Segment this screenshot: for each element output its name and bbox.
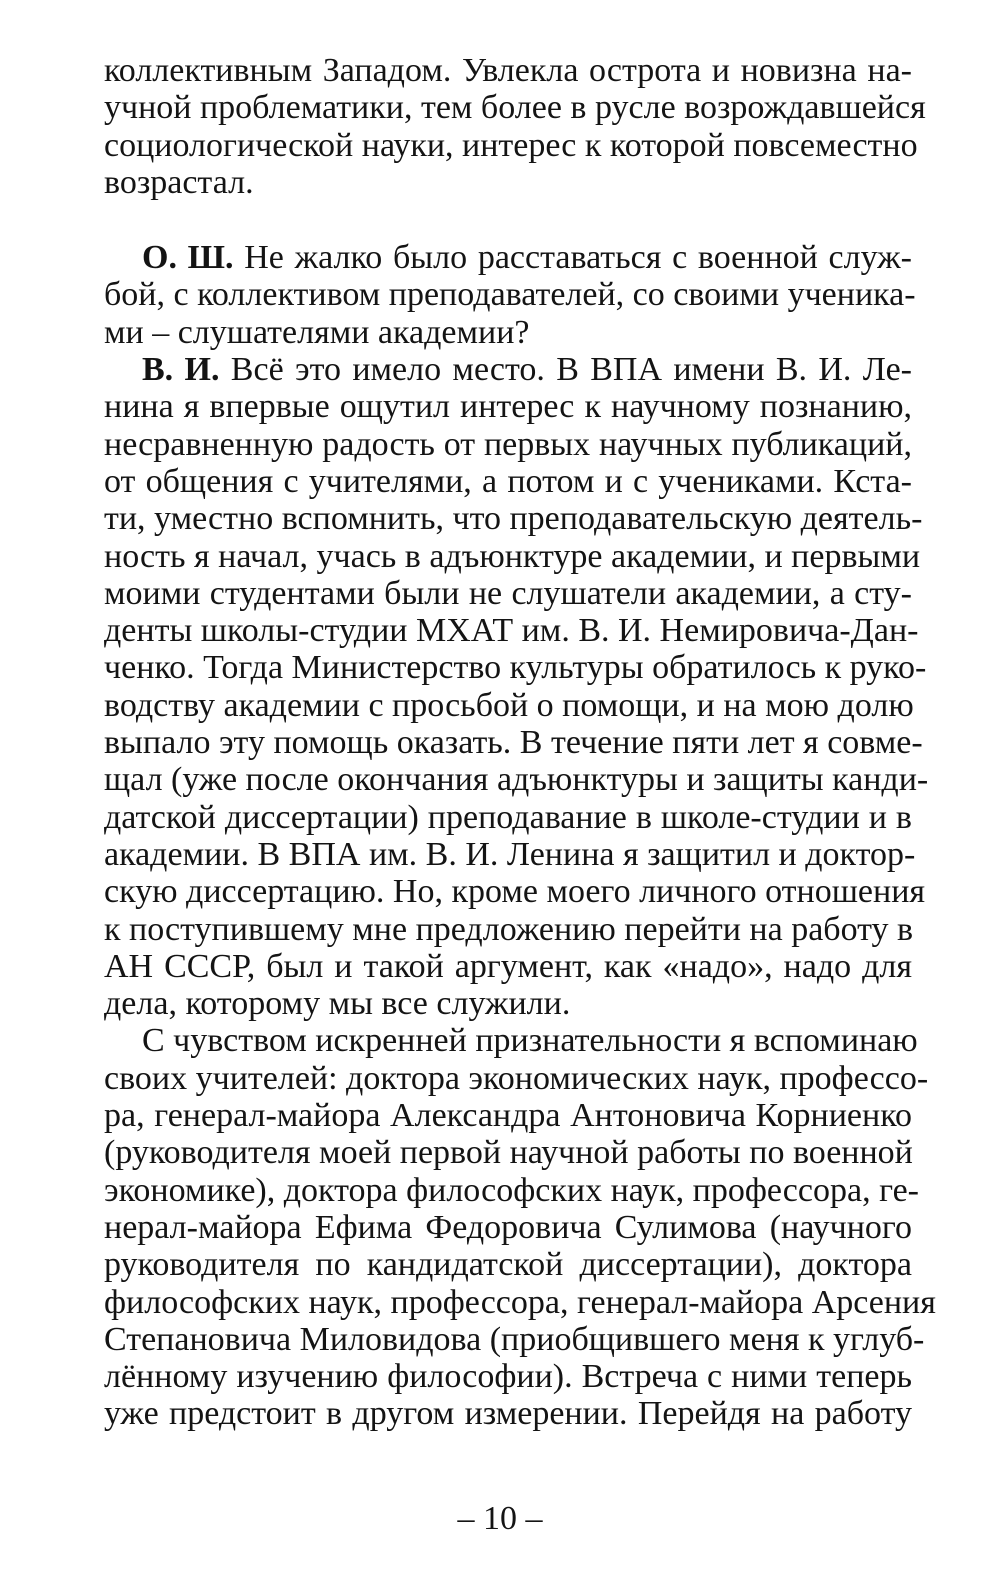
- text-line: лённому изучению философии). Встреча с ними теперь: [104, 1358, 912, 1396]
- text-line: (руководителя моей первой научной работы по военной: [104, 1134, 913, 1172]
- text-line: ра, генерал-майора Александра Антоновича Корниенко: [104, 1097, 912, 1135]
- text-line: нина я впервые ощутил интерес к научному познанию,: [104, 388, 912, 426]
- text-line: возрастал.: [104, 163, 254, 201]
- text-line: философских наук, профессора, генерал-майора Арсения: [104, 1283, 936, 1321]
- text-line: ченко. Тогда Министерство культуры обратилось к руко-: [104, 649, 927, 687]
- text-line: дела, которому мы все служили.: [104, 985, 571, 1023]
- text-line: моими студентами были не слушатели академии, а сту-: [104, 574, 912, 612]
- speaker-label-os: О. Ш.: [142, 239, 234, 277]
- text-line: денты школы-студии МХАТ им. В. И. Немировича-Дан-: [104, 612, 919, 650]
- text-line: несравненную радость от первых научных публикаций,: [104, 425, 912, 463]
- text-line: учной проблематики, тем более в русле возрождавшейся: [104, 89, 926, 127]
- text-line: социологической науки, интерес к которой повсеместно: [104, 126, 918, 164]
- page-text: [104, 52, 936, 1433]
- text-line: экономике), доктора философских наук, профессора, ге-: [104, 1171, 919, 1209]
- paragraph-teachers: [104, 1022, 936, 1433]
- text-fragment: Не жалко было расставаться с военной служ-: [233, 239, 912, 277]
- text-line: ми – слушателями академии?: [104, 313, 530, 351]
- text-line: [104, 239, 912, 276]
- text-line: бой, с коллективом преподавателей, со своими ученика-: [104, 276, 916, 314]
- page-number: – 10 –: [457, 1500, 543, 1537]
- text-line: уже предстоит в другом измерении. Перейдя на работу: [104, 1395, 912, 1433]
- text-line: руководителя по кандидатской диссертации), доктора: [104, 1246, 912, 1284]
- text-line: датской диссертации) преподавание в школе-студии и в: [104, 798, 912, 836]
- text-line: ность я начал, учась в адъюнктуре академии, и первыми: [104, 537, 921, 575]
- paragraph-intro-continuation: [104, 52, 926, 201]
- paragraph-question-os: [104, 239, 916, 351]
- text-line: водству академии с просьбой о помощи, и на мою долю: [104, 686, 914, 724]
- text-line: выпало эту помощь оказать. В течение пяти лет я совме-: [104, 724, 923, 762]
- text-line: к поступившему мне предложению перейти на работу в: [104, 910, 914, 948]
- text-line: АН СССР, был и такой аргумент, как «надо», надо для: [104, 947, 912, 985]
- text-line: щал (уже после окончания адъюнктуры и защиты канди-: [104, 761, 929, 799]
- text-line: академии. В ВПА им. В. И. Ленина я защитил и доктор-: [104, 835, 916, 873]
- text-fragment: Всё это имело место. В ВПА имени В. И. Ле-: [219, 351, 913, 389]
- text-line: ти, уместно вспомнить, что преподавательскую деятель-: [104, 500, 923, 538]
- text-line: [104, 351, 912, 388]
- text-line: своих учителей: доктора экономических наук, профессо-: [104, 1059, 929, 1097]
- text-line: скую диссертацию. Но, кроме моего личного отношения: [104, 873, 926, 911]
- text-line: от общения с учителями, а потом и с учениками. Кста-: [104, 462, 912, 500]
- text-line: коллективным Западом. Увлекла острота и новизна на-: [104, 52, 912, 89]
- text-line: нерал-майора Ефима Федоровича Сулимова (научного: [104, 1208, 912, 1246]
- paragraph-answer-vi: [104, 351, 929, 1023]
- paragraph-gap: [104, 201, 912, 239]
- text-line: Степановича Миловидова (приобщившего меня к углуб-: [104, 1320, 925, 1358]
- speaker-label-vi: В. И.: [142, 351, 220, 389]
- text-line: С чувством искренней признательности я вспоминаю: [142, 1022, 918, 1060]
